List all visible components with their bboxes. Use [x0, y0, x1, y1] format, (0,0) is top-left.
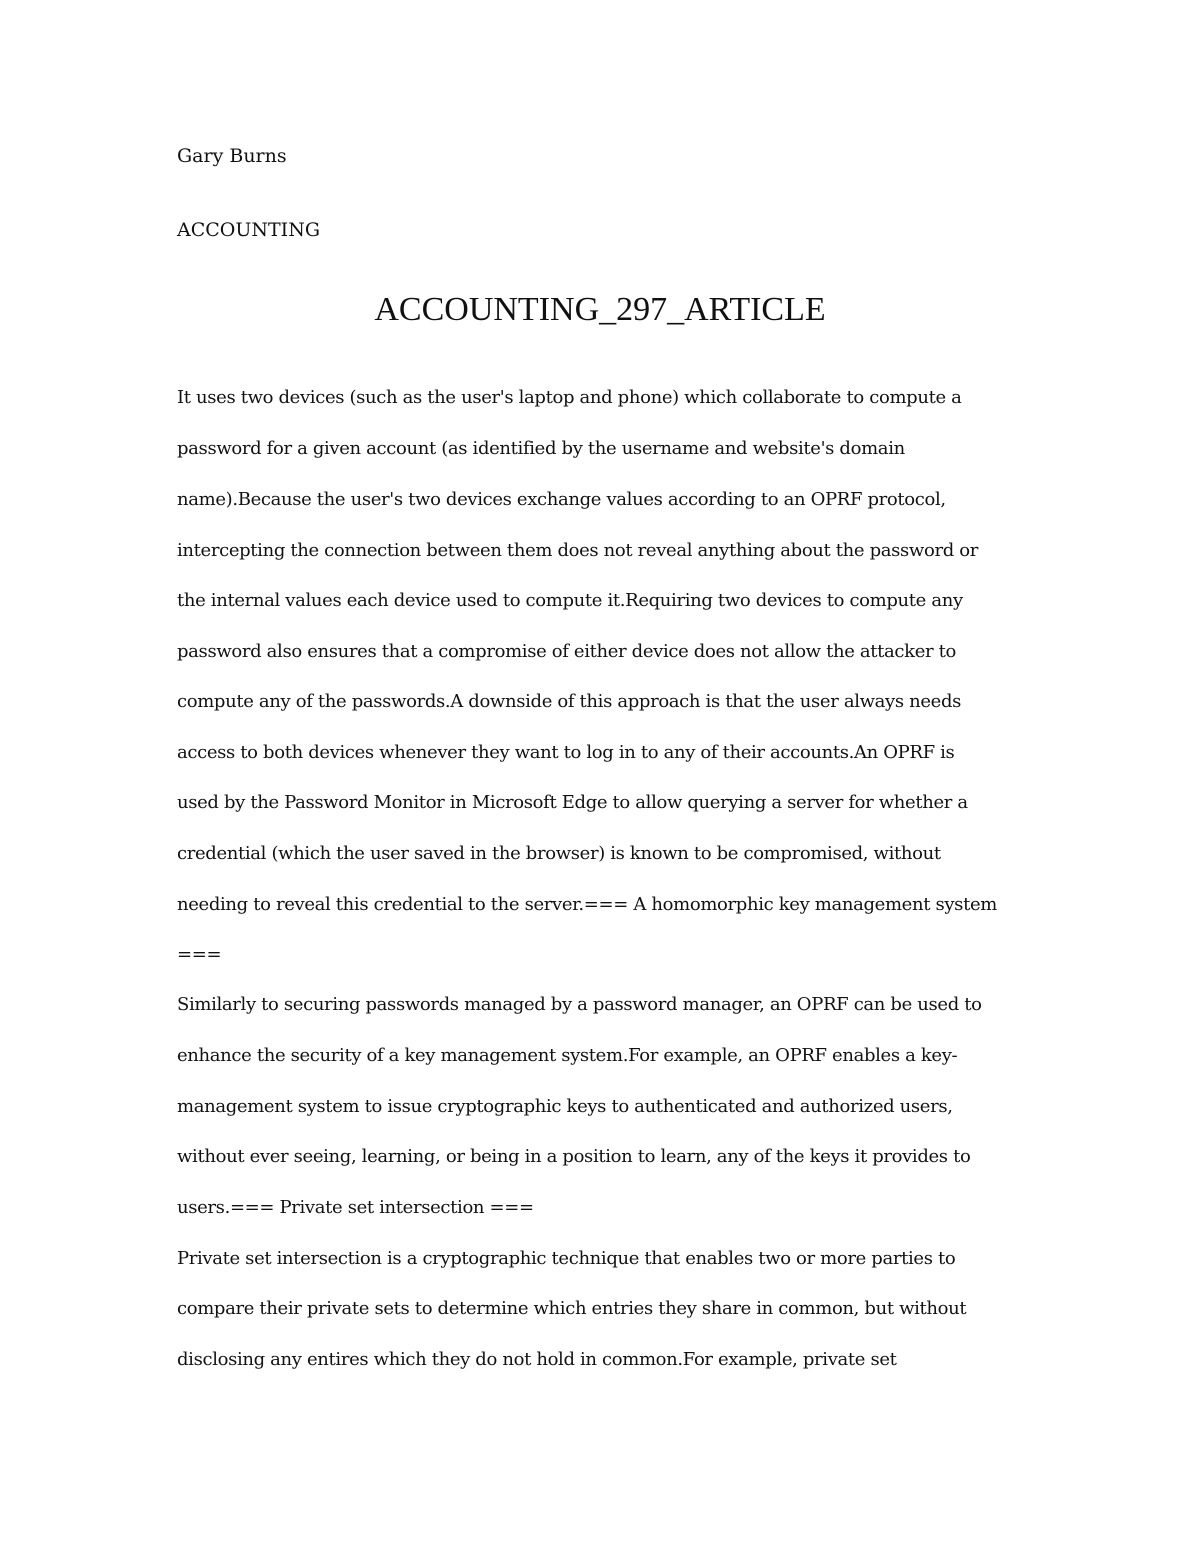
body-line: Private set intersection is a cryptographic technique that enables two or more parties to [177, 1248, 956, 1269]
body-line: intercepting the connection between them does not reveal anything about the password or [177, 540, 979, 561]
body-line: name).Because the user's two devices exchange values according to an OPRF protocol, [177, 489, 946, 510]
body-line: access to both devices whenever they want to log in to any of their accounts.An OPRF is [177, 742, 955, 763]
document-title: ACCOUNTING_297_ARTICLE [374, 291, 826, 328]
body-line: management system to issue cryptographic keys to authenticated and authorized users, [177, 1096, 953, 1117]
body-line: credential (which the user saved in the browser) is known to be compromised, without [177, 843, 941, 864]
author-name: Gary Burns [177, 145, 287, 167]
body-line: password for a given account (as identified by the username and website's domain [177, 438, 905, 459]
body-line: without ever seeing, learning, or being in a position to learn, any of the keys it provides to [177, 1146, 971, 1167]
body-line: It uses two devices (such as the user's laptop and phone) which collaborate to compute a [177, 387, 962, 408]
body-line: needing to reveal this credential to the server.=== A homomorphic key management system [177, 894, 997, 915]
body-line: the internal values each device used to compute it.Requiring two devices to compute any [177, 590, 963, 611]
body-line: password also ensures that a compromise of either device does not allow the attacker to [177, 641, 957, 662]
body-line: disclosing any entires which they do not hold in common.For example, private set [177, 1349, 897, 1370]
body-line: compute any of the passwords.A downside of this approach is that the user always needs [177, 691, 962, 712]
body-line: compare their private sets to determine which entries they share in common, but without [177, 1298, 967, 1319]
body-line: used by the Password Monitor in Microsoft Edge to allow querying a server for whether a [177, 792, 968, 813]
course-name: ACCOUNTING [177, 219, 320, 241]
body-line: enhance the security of a key management system.For example, an OPRF enables a key- [177, 1045, 958, 1066]
body-line: === [177, 944, 222, 965]
body-line: users.=== Private set intersection === [177, 1197, 534, 1218]
body-line: Similarly to securing passwords managed by a password manager, an OPRF can be used to [177, 994, 982, 1015]
